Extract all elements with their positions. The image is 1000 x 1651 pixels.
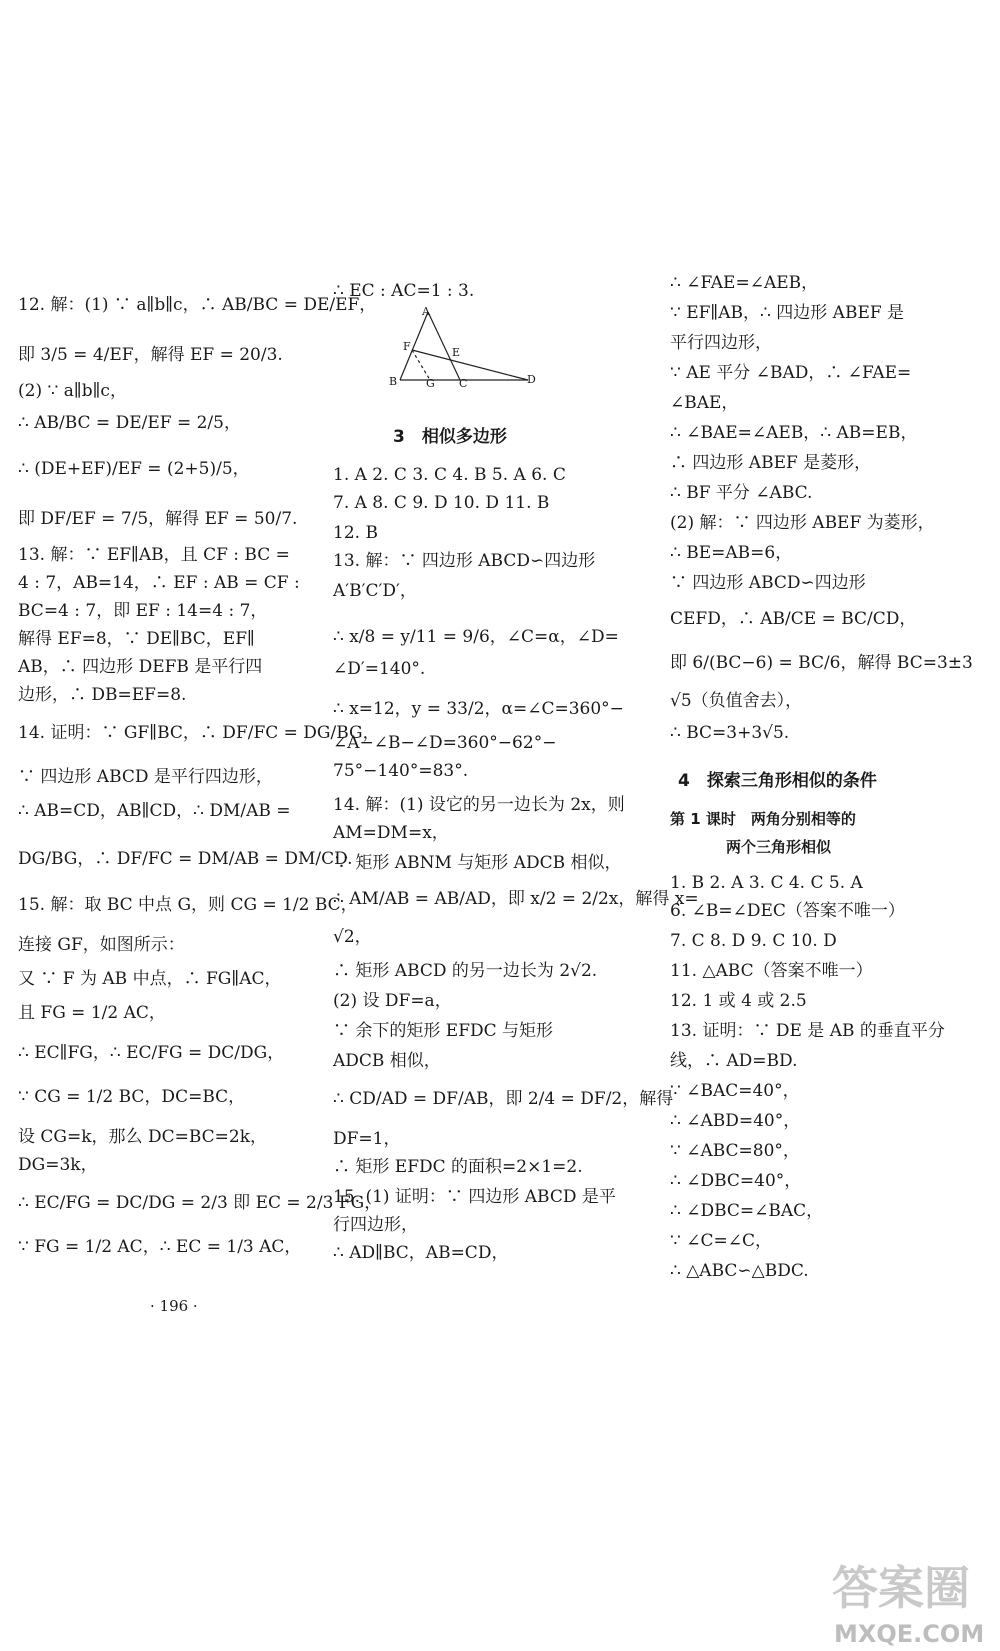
text-line: ∵ FG = 1/2 AC，∴ EC = 1/3 AC，: [18, 1237, 302, 1257]
lesson-title-cont: 两个三角形相似: [726, 838, 832, 856]
text-line: 即 DF/EF = 7/5，解得 EF = 50/7.: [18, 509, 298, 529]
text-line: ∴ AB/BC = DE/EF = 2/5，: [18, 413, 241, 433]
text-line: ∴ EC : AC=1 : 3.: [333, 281, 475, 301]
text-line: ∴ AD∥BC，AB=CD，: [333, 1243, 509, 1263]
figure-label-e: E: [452, 346, 461, 359]
text-line: ∴ (DE+EF)/EF = (2+5)/5，: [18, 459, 250, 479]
text-line: 12. 解：(1) ∵ a∥b∥c，∴ AB/BC = DE/EF，: [18, 295, 377, 315]
text-line: 连接 GF，如图所示：: [18, 935, 185, 955]
text-line: √2，: [333, 927, 372, 947]
text-line: ∴ x/8 = y/11 = 9/6，∠C=α，∠D=: [333, 627, 619, 647]
text-line: ∴ EC/FG = DC/DG = 2/3 即 EC = 2/3 FG，: [18, 1193, 382, 1213]
text-line: DF=1，: [333, 1129, 401, 1149]
text-line: 14. 解：(1) 设它的另一边长为 2x，则: [333, 795, 625, 815]
watermark-url: MXQE.COM: [834, 1620, 985, 1648]
text-line: ∵ 四边形 ABCD 是平行四边形，: [18, 767, 273, 787]
text-line: ∵ AE 平分 ∠BAD，∴ ∠FAE=: [670, 363, 912, 383]
figure-label-b: B: [389, 375, 398, 388]
text-line: 1. B 2. A 3. C 4. C 5. A: [670, 873, 863, 893]
text-line: 平行四边形，: [670, 333, 772, 353]
text-line: ∴ BC=3+3√5.: [670, 723, 790, 743]
text-line: 14. 证明：∵ GF∥BC，∴ DF/FC = DG/BG，: [18, 723, 380, 743]
text-line: ∴ ∠BAE=∠AEB，∴ AB=EB，: [670, 423, 918, 443]
text-line: ∴ 矩形 EFDC 的面积=2×1=2.: [333, 1157, 583, 1177]
figure-label-f: F: [403, 340, 411, 353]
text-line: 75°−140°=83°.: [333, 761, 469, 781]
page-number: · 196 ·: [150, 1297, 198, 1315]
text-line: ∠D′=140°.: [333, 659, 426, 679]
text-line: 1. A 2. C 3. C 4. B 5. A 6. C: [333, 465, 566, 485]
text-line: ∵ ∠C=∠C，: [670, 1231, 772, 1251]
text-line: ∴ △ABC∽△BDC.: [670, 1261, 809, 1281]
text-line: AB，∴ 四边形 DEFB 是平行四: [18, 657, 263, 677]
text-line: DG=3k，: [18, 1155, 98, 1175]
text-line: 线，∴ AD=BD.: [670, 1051, 798, 1071]
text-line: ∵ ∠ABC=80°，: [670, 1141, 800, 1161]
text-line: ∴ AB=CD，AB∥CD，∴ DM/AB =: [18, 801, 291, 821]
text-line: 4 : 7，AB=14，∴ EF : AB = CF :: [18, 573, 300, 593]
watermark-logo: [828, 1548, 998, 1648]
text-line: 13. 解：∵ 四边形 ABCD∽四边形: [333, 551, 596, 571]
text-line: 15. 解：取 BC 中点 G，则 CG = 1/2 BC，: [18, 895, 358, 915]
text-line: DG/BG，∴ DF/FC = DM/AB = DM/CD.: [18, 849, 353, 869]
text-line: 11. △ABC（答案不唯一）: [670, 961, 873, 981]
text-line: √5（负值舍去），: [670, 691, 803, 711]
text-line: ∴ AM/AB = AB/AD，即 x/2 = 2/2x，解得 x=: [333, 889, 699, 909]
text-line: ∴ ∠DBC=∠BAC，: [670, 1201, 824, 1221]
text-line: ∵ 四边形 ABCD∽四边形: [670, 573, 866, 593]
text-line: ∵ 余下的矩形 EFDC 与矩形: [333, 1021, 554, 1041]
text-line: ∴ ∠ABD=40°，: [670, 1111, 801, 1131]
text-line: ∴ x=12，y = 33/2，α=∠C=360°−: [333, 699, 624, 719]
text-line: ∴ BE=AB=6，: [670, 543, 793, 563]
text-line: ∴ ∠FAE=∠AEB，: [670, 273, 819, 293]
text-line: 13. 解：∵ EF∥AB，且 CF : BC =: [18, 545, 290, 565]
text-line: 7. C 8. D 9. C 10. D: [670, 931, 837, 951]
text-line: ∵ 矩形 ABNM 与矩形 ADCB 相似，: [333, 853, 622, 873]
text-line: 行四边形，: [333, 1215, 418, 1235]
text-line: 12. B: [333, 523, 378, 543]
text-line: ∴ BF 平分 ∠ABC.: [670, 483, 813, 503]
text-line: ∵ ∠BAC=40°，: [670, 1081, 800, 1101]
figure-label-a: A: [422, 305, 430, 318]
text-line: ∴ ∠DBC=40°，: [670, 1171, 802, 1191]
text-line: ∴ EC∥FG，∴ EC/FG = DC/DG，: [18, 1043, 285, 1063]
text-line: 6. ∠B=∠DEC（答案不唯一）: [670, 901, 905, 921]
text-line: 即 6/(BC−6) = BC/6，解得 BC=3±3: [670, 653, 973, 673]
text-line: ∴ 矩形 ABCD 的另一边长为 2√2.: [333, 961, 598, 981]
text-line: 设 CG=k，那么 DC=BC=2k，: [18, 1127, 267, 1147]
text-line: 解得 EF=8，∵ DE∥BC，EF∥: [18, 629, 255, 649]
text-line: (2) 解：∵ 四边形 ABEF 为菱形，: [670, 513, 935, 533]
text-line: 且 FG = 1/2 AC，: [18, 1003, 166, 1023]
text-line: 又 ∵ F 为 AB 中点，∴ FG∥AC，: [18, 969, 282, 989]
text-line: 边形，∴ DB=EF=8.: [18, 685, 187, 705]
text-line: A′B′C′D′，: [333, 581, 417, 601]
text-line: ∠A−∠B−∠D=360°−62°−: [333, 733, 557, 753]
figure-label-d: D: [527, 373, 536, 386]
text-line: ∴ 四边形 ABEF 是菱形，: [670, 453, 872, 473]
section-title: 3 相似多边形: [393, 427, 507, 447]
text-line: 13. 证明：∵ DE 是 AB 的垂直平分: [670, 1021, 945, 1041]
text-line: 7. A 8. C 9. D 10. D 11. B: [333, 493, 550, 513]
text-line: 15. (1) 证明：∵ 四边形 ABCD 是平: [333, 1187, 616, 1207]
triangle-figure: [388, 304, 598, 396]
text-line: ∠BAE，: [670, 393, 739, 413]
text-line: (2) ∵ a∥b∥c，: [18, 381, 127, 401]
text-line: ADCB 相似，: [333, 1051, 441, 1071]
text-line: CEFD，∴ AB/CE = BC/CD，: [670, 609, 917, 629]
text-line: AM=DM=x，: [333, 823, 449, 843]
text-line: (2) 设 DF=a，: [333, 991, 452, 1011]
text-line: BC=4 : 7，即 EF : 14=4 : 7，: [18, 601, 268, 621]
lesson-title: 第 1 课时 两角分别相等的: [670, 810, 856, 828]
text-line: ∵ CG = 1/2 BC，DC=BC，: [18, 1087, 246, 1107]
text-line: ∴ CD/AD = DF/AB，即 2/4 = DF/2，解得: [333, 1089, 674, 1109]
text-line: ∵ EF∥AB，∴ 四边形 ABEF 是: [670, 303, 905, 323]
figure-label-c: C: [459, 377, 468, 390]
section-title: 4 探索三角形相似的条件: [678, 771, 877, 791]
text-line: 即 3/5 = 4/EF，解得 EF = 20/3.: [18, 345, 283, 365]
watermark-text: 答案圈: [832, 1561, 970, 1615]
text-line: 12. 1 或 4 或 2.5: [670, 991, 807, 1011]
figure-label-g: G: [426, 377, 435, 390]
